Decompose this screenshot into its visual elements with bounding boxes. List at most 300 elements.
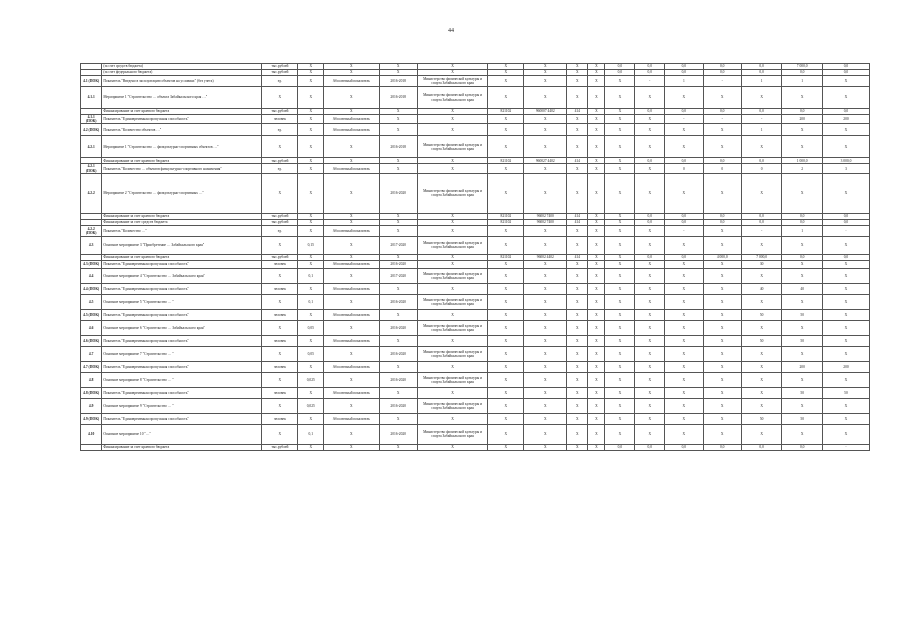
table-cell: Х — [665, 124, 703, 136]
table-cell: Х — [488, 87, 524, 109]
table-cell: Министерство физической культуры и спорта Забайкальского края — [417, 87, 487, 109]
table-cell: Х — [488, 260, 524, 268]
table-cell: Х — [703, 387, 741, 398]
table-cell: Х — [588, 444, 605, 450]
table-cell: тыс.рублей — [262, 158, 298, 164]
row-number: 4.2 (ПОК) — [81, 124, 102, 136]
table-cell: Х — [782, 294, 823, 309]
table-cell: Х — [567, 424, 588, 444]
table-cell: Х — [605, 283, 635, 294]
table-cell: Х — [567, 124, 588, 136]
row-number: 4.4 (ПОК) — [81, 283, 102, 294]
table-cell: Х — [588, 225, 605, 236]
row-name: Финансирование за счет средств бюджета — [102, 219, 262, 225]
table-cell: Х — [524, 225, 567, 236]
row-number: 4.2.1 — [81, 136, 102, 158]
table-cell: Х — [488, 387, 524, 398]
table-cell: 0 — [703, 164, 741, 173]
table-cell: Министерство физической культуры и спорта Забайкальского края — [417, 346, 487, 361]
table-cell: Х — [605, 173, 635, 213]
table-cell: Х — [298, 76, 324, 87]
table-cell: Х — [298, 444, 324, 450]
table-cell: Абсолютный показатель — [324, 225, 379, 236]
table-cell: Х — [822, 320, 869, 335]
table-cell: Х — [488, 70, 524, 76]
table-cell: Х — [567, 283, 588, 294]
table-cell: 40 — [741, 283, 782, 294]
table-cell: Х — [567, 260, 588, 268]
table-cell: Х — [262, 320, 298, 335]
table-cell: 0,0 — [665, 109, 703, 115]
table-cell: Х — [703, 236, 741, 254]
table-cell: 2016-2018 — [379, 76, 417, 87]
table-cell: 2016-2020 — [379, 260, 417, 268]
row-number: 4.4 — [81, 268, 102, 283]
table-cell: Х — [822, 294, 869, 309]
table-cell: 50 — [741, 335, 782, 346]
table-cell: Х — [588, 219, 605, 225]
table-cell: 0,0 — [635, 109, 665, 115]
table-row — [81, 283, 870, 294]
table-cell: Х — [782, 424, 823, 444]
table-cell: Х — [782, 136, 823, 158]
table-cell: Х — [379, 254, 417, 260]
table-cell: 0,0 — [822, 254, 869, 260]
table-cell: 2016-2018 — [379, 136, 417, 158]
row-name: Показатель "Единовременная пропускная способность" — [102, 413, 262, 424]
table-cell: Х — [665, 173, 703, 213]
table-cell: 0,0 — [635, 70, 665, 76]
table-cell: Х — [822, 173, 869, 213]
table-cell: 414 — [567, 219, 588, 225]
table-cell: Министерство физической культуры и спорта Забайкальского края — [417, 424, 487, 444]
row-number: 4.5 (ПОК) — [81, 309, 102, 320]
table-cell: Х — [417, 309, 487, 320]
table-cell: Х — [588, 294, 605, 309]
table-row — [81, 294, 870, 309]
table-cell: Х — [703, 424, 741, 444]
table-cell: 2016-2020 — [379, 173, 417, 213]
table-cell: Х — [524, 413, 567, 424]
table-cell: Х — [567, 398, 588, 413]
table-cell: 2 — [782, 164, 823, 173]
table-cell: Х — [488, 268, 524, 283]
table-cell: 0,0 — [822, 219, 869, 225]
table-cell: Х — [379, 413, 417, 424]
table-cell: Х — [822, 372, 869, 387]
table-row — [81, 115, 870, 124]
table-cell: Х — [605, 260, 635, 268]
table-cell: Х — [588, 361, 605, 372]
table-cell: Х — [703, 372, 741, 387]
table-cell: Х — [524, 335, 567, 346]
table-cell: Х — [635, 173, 665, 213]
table-cell: Х — [298, 213, 324, 219]
table-cell: Х — [324, 268, 379, 283]
table-cell: Х — [324, 346, 379, 361]
table-cell: Х — [324, 294, 379, 309]
table-cell: Х — [524, 70, 567, 76]
table-cell: Х — [605, 346, 635, 361]
table-cell: тыс.рублей — [262, 109, 298, 115]
table-cell: 7 000,0 — [741, 254, 782, 260]
table-cell: Х — [262, 268, 298, 283]
table-cell: Х — [417, 213, 487, 219]
table-cell: Х — [524, 64, 567, 70]
table-cell: ед. — [262, 124, 298, 136]
table-cell: Х — [488, 236, 524, 254]
table-cell: Х — [262, 87, 298, 109]
table-cell: 0,0 — [635, 64, 665, 70]
program-table-sheet — [80, 63, 870, 451]
table-cell: Х — [822, 124, 869, 136]
table-cell: 2017-2020 — [379, 236, 417, 254]
table-cell: Х — [588, 87, 605, 109]
table-cell: Х — [588, 158, 605, 164]
table-cell: человек — [262, 283, 298, 294]
table-cell: Х — [588, 70, 605, 76]
table-cell: человек — [262, 335, 298, 346]
table-cell: 0,0 — [703, 64, 741, 70]
table-cell: Х — [635, 372, 665, 387]
table-cell: Х — [782, 346, 823, 361]
table-cell: Х — [379, 109, 417, 115]
table-cell: Х — [782, 173, 823, 213]
table-cell: Х — [488, 309, 524, 320]
row-number: 4.9 (ПОК) — [81, 413, 102, 424]
table-cell: 0,0 — [605, 64, 635, 70]
table-cell: Х — [588, 260, 605, 268]
table-cell: 200 — [782, 115, 823, 124]
row-name: Финансирование за счет краевого бюджета — [102, 254, 262, 260]
table-cell: Х — [324, 64, 379, 70]
table-cell: 0,0 — [703, 158, 741, 164]
row-name: Показатель "Единовременная пропускная способность" — [102, 283, 262, 294]
table-cell: 0,0 — [605, 70, 635, 76]
table-cell: Х — [379, 124, 417, 136]
table-cell: Х — [782, 236, 823, 254]
table-cell: Х — [567, 372, 588, 387]
table-cell: Х — [417, 115, 487, 124]
table-cell: Министерство физической культуры и спорта Забайкальского края — [417, 398, 487, 413]
table-cell: Х — [741, 346, 782, 361]
table-cell: 821102 — [488, 109, 524, 115]
table-cell: Х — [524, 87, 567, 109]
table-cell: Х — [379, 444, 417, 450]
table-cell: Х — [324, 320, 379, 335]
table-cell: Х — [524, 444, 567, 450]
table-cell: Х — [488, 335, 524, 346]
table-cell: тыс.рублей — [262, 64, 298, 70]
table-cell: Абсолютный показатель — [324, 335, 379, 346]
table-cell: Х — [588, 213, 605, 219]
table-cell: 0,0 — [665, 213, 703, 219]
table-cell: Х — [741, 136, 782, 158]
table-row — [81, 444, 870, 450]
table-cell: 0,0 — [635, 158, 665, 164]
table-cell: Министерство физической культуры и спорта Забайкальского края — [417, 136, 487, 158]
table-cell: 821102 — [488, 213, 524, 219]
table-cell: Абсолютный показатель — [324, 283, 379, 294]
table-cell: 0,0 — [822, 64, 869, 70]
table-cell: Х — [488, 424, 524, 444]
table-cell: Х — [605, 76, 635, 87]
table-cell: ед. — [262, 76, 298, 87]
table-cell: Х — [488, 413, 524, 424]
table-cell: 2016-2020 — [379, 294, 417, 309]
table-row — [81, 268, 870, 283]
table-cell: Министерство физической культуры и спорта Забайкальского края — [417, 268, 487, 283]
table-cell: Х — [605, 320, 635, 335]
table-cell: Х — [635, 268, 665, 283]
table-cell: Х — [703, 309, 741, 320]
table-cell: Х — [703, 294, 741, 309]
row-name: Основное мероприятие 5 "Строительство … " — [102, 294, 262, 309]
table-cell: Х — [588, 254, 605, 260]
table-cell: 2016-2018 — [379, 87, 417, 109]
table-cell: Х — [635, 115, 665, 124]
table-cell: 821102 — [488, 158, 524, 164]
row-name: Показатель "Количество …" — [102, 225, 262, 236]
table-cell: 414 — [567, 158, 588, 164]
table-cell: Х — [567, 225, 588, 236]
table-cell: Х — [488, 444, 524, 450]
table-cell: Х — [262, 294, 298, 309]
table-cell: 0,0 — [741, 213, 782, 219]
table-cell: Х — [588, 283, 605, 294]
row-name: (за счет средств бюджета) — [102, 64, 262, 70]
row-number: 4.1.1 — [81, 87, 102, 109]
table-cell: 0,0 — [665, 444, 703, 450]
table-cell: Х — [567, 444, 588, 450]
row-name: Показатель "Количество объектов …" — [102, 124, 262, 136]
table-cell: 50 — [822, 387, 869, 398]
table-cell: Х — [298, 335, 324, 346]
table-cell: Х — [741, 173, 782, 213]
program-activities-table — [80, 63, 870, 451]
row-number: 4.8 — [81, 372, 102, 387]
table-cell: Х — [635, 346, 665, 361]
table-cell: 0,0 — [703, 109, 741, 115]
table-cell: 960027 4402 — [524, 158, 567, 164]
table-cell: - — [741, 115, 782, 124]
table-cell: Х — [741, 294, 782, 309]
table-cell: 0,05 — [298, 320, 324, 335]
table-cell: 0,0 — [665, 64, 703, 70]
table-cell: 0,0 — [703, 219, 741, 225]
table-cell: Х — [635, 309, 665, 320]
table-cell: Х — [665, 413, 703, 424]
table-cell: Х — [567, 236, 588, 254]
table-cell: Х — [298, 309, 324, 320]
table-cell: 0,0 — [741, 109, 782, 115]
table-cell: 50 — [741, 413, 782, 424]
table-cell: Х — [417, 387, 487, 398]
table-cell: Х — [588, 424, 605, 444]
table-cell: 0,0 — [741, 219, 782, 225]
table-cell: Х — [665, 268, 703, 283]
table-cell: 50 — [782, 387, 823, 398]
table-cell: 0,0 — [703, 444, 741, 450]
table-cell: Х — [298, 254, 324, 260]
table-cell: Х — [567, 115, 588, 124]
table-cell: Х — [262, 424, 298, 444]
table-cell: 0,0 — [782, 70, 823, 76]
table-cell: Х — [665, 236, 703, 254]
table-cell: Х — [379, 309, 417, 320]
table-cell: Х — [822, 87, 869, 109]
table-cell: Х — [567, 76, 588, 87]
table-cell: тыс.рублей — [262, 70, 298, 76]
table-cell: Х — [635, 398, 665, 413]
table-cell: Х — [298, 361, 324, 372]
table-cell: 50 — [782, 335, 823, 346]
table-cell: Х — [665, 283, 703, 294]
table-cell: Х — [741, 320, 782, 335]
table-cell: Х — [588, 64, 605, 70]
table-cell: Х — [379, 213, 417, 219]
table-cell: Х — [635, 413, 665, 424]
table-cell: Х — [782, 124, 823, 136]
table-cell: Х — [262, 236, 298, 254]
table-cell: 200 — [822, 361, 869, 372]
table-cell: Х — [524, 124, 567, 136]
table-cell: Х — [379, 335, 417, 346]
table-cell: Х — [605, 136, 635, 158]
table-cell: 0,025 — [298, 372, 324, 387]
row-number: 4.6 (ПОК) — [81, 335, 102, 346]
table-cell: 0,0 — [822, 213, 869, 219]
table-cell: 1 000,0 — [782, 158, 823, 164]
table-cell: 414 — [567, 254, 588, 260]
table-cell: Х — [605, 109, 635, 115]
table-cell: Х — [417, 254, 487, 260]
table-cell: Х — [635, 136, 665, 158]
table-cell: Х — [417, 260, 487, 268]
table-cell: Х — [635, 424, 665, 444]
table-cell: 0,0 — [635, 444, 665, 450]
row-number: 4.7 — [81, 346, 102, 361]
table-cell: Х — [635, 164, 665, 173]
table-row — [81, 236, 870, 254]
table-cell: Х — [703, 335, 741, 346]
table-row — [81, 260, 870, 268]
table-cell: Х — [665, 335, 703, 346]
table-cell: Х — [741, 372, 782, 387]
table-cell: Х — [488, 76, 524, 87]
table-cell: Х — [567, 294, 588, 309]
row-name: Основное мероприятие 7 "Строительство … " — [102, 346, 262, 361]
table-row — [81, 424, 870, 444]
row-name: Финансирование за счет краевого бюджета — [102, 444, 262, 450]
table-cell: Х — [635, 225, 665, 236]
table-cell: Х — [324, 70, 379, 76]
table-cell: Х — [488, 115, 524, 124]
table-cell: Х — [741, 424, 782, 444]
table-cell: 960007 4402 — [524, 109, 567, 115]
table-cell: Х — [379, 387, 417, 398]
table-cell: Х — [417, 158, 487, 164]
table-cell: Х — [665, 87, 703, 109]
row-name: Показатель "Единовременная пропускная способность" — [102, 309, 262, 320]
table-cell: Х — [298, 87, 324, 109]
table-cell: Х — [524, 136, 567, 158]
table-cell: Х — [298, 158, 324, 164]
table-cell: 0 — [665, 164, 703, 173]
table-cell: Х — [703, 398, 741, 413]
table-row — [81, 398, 870, 413]
table-cell: Х — [605, 372, 635, 387]
table-cell: Х — [588, 398, 605, 413]
row-name: Показатель "Введено в эксплуатацию объектов на условиях" (без учета) — [102, 76, 262, 87]
table-cell: 7 000,0 — [782, 64, 823, 70]
table-cell: человек — [262, 260, 298, 268]
row-name: Показатель "Единовременная пропускная способность" — [102, 387, 262, 398]
table-cell: Х — [379, 219, 417, 225]
table-cell: Х — [567, 164, 588, 173]
table-cell: 0,0 — [635, 213, 665, 219]
table-cell: Х — [567, 320, 588, 335]
table-cell: Х — [703, 268, 741, 283]
table-cell: Х — [379, 70, 417, 76]
table-cell: Х — [703, 173, 741, 213]
row-name: Показатель "Единовременная пропускная способность" — [102, 260, 262, 268]
table-cell: Х — [605, 309, 635, 320]
table-cell: Х — [605, 87, 635, 109]
table-cell: 1 — [741, 124, 782, 136]
table-cell: 1 — [665, 76, 703, 87]
table-cell: Х — [524, 236, 567, 254]
table-cell: Х — [588, 76, 605, 87]
table-cell: 96002 4402 — [524, 254, 567, 260]
table-cell: Х — [605, 225, 635, 236]
table-cell: - — [635, 76, 665, 87]
table-cell: Абсолютный показатель — [324, 115, 379, 124]
table-cell: Х — [567, 346, 588, 361]
table-cell: Х — [417, 124, 487, 136]
table-cell: тыс.рублей — [262, 444, 298, 450]
table-body — [81, 64, 870, 451]
table-cell: Х — [665, 294, 703, 309]
table-row — [81, 164, 870, 173]
row-number: 4.6 — [81, 320, 102, 335]
table-cell: Х — [417, 219, 487, 225]
table-cell: 3 000,0 — [822, 158, 869, 164]
table-cell: Х — [324, 424, 379, 444]
table-cell: Х — [635, 320, 665, 335]
table-cell: Х — [417, 64, 487, 70]
table-cell: Х — [635, 87, 665, 109]
table-cell: Х — [488, 320, 524, 335]
table-cell: 1 — [782, 225, 823, 236]
row-name: Основное мероприятие 8 "Строительство … " — [102, 372, 262, 387]
table-cell: Х — [588, 109, 605, 115]
table-cell: Х — [665, 346, 703, 361]
table-cell: Х — [417, 109, 487, 115]
row-name: Основное мероприятие 4 "Строительство … Забайкальского края" — [102, 268, 262, 283]
table-cell: Х — [605, 424, 635, 444]
row-name: Мероприятие 2 "Строительство … физкультурно-спортивных …" — [102, 173, 262, 213]
row-name: Показатель "Количество … объектов физкультурно-спортивного назначения" — [102, 164, 262, 173]
table-cell: Х — [298, 64, 324, 70]
table-cell: 0,0 — [741, 444, 782, 450]
table-cell: 414 — [567, 213, 588, 219]
table-cell: 0,0 — [665, 158, 703, 164]
table-cell: Х — [567, 268, 588, 283]
table-cell: Х — [324, 136, 379, 158]
table-cell: - — [741, 225, 782, 236]
table-cell: Х — [782, 87, 823, 109]
